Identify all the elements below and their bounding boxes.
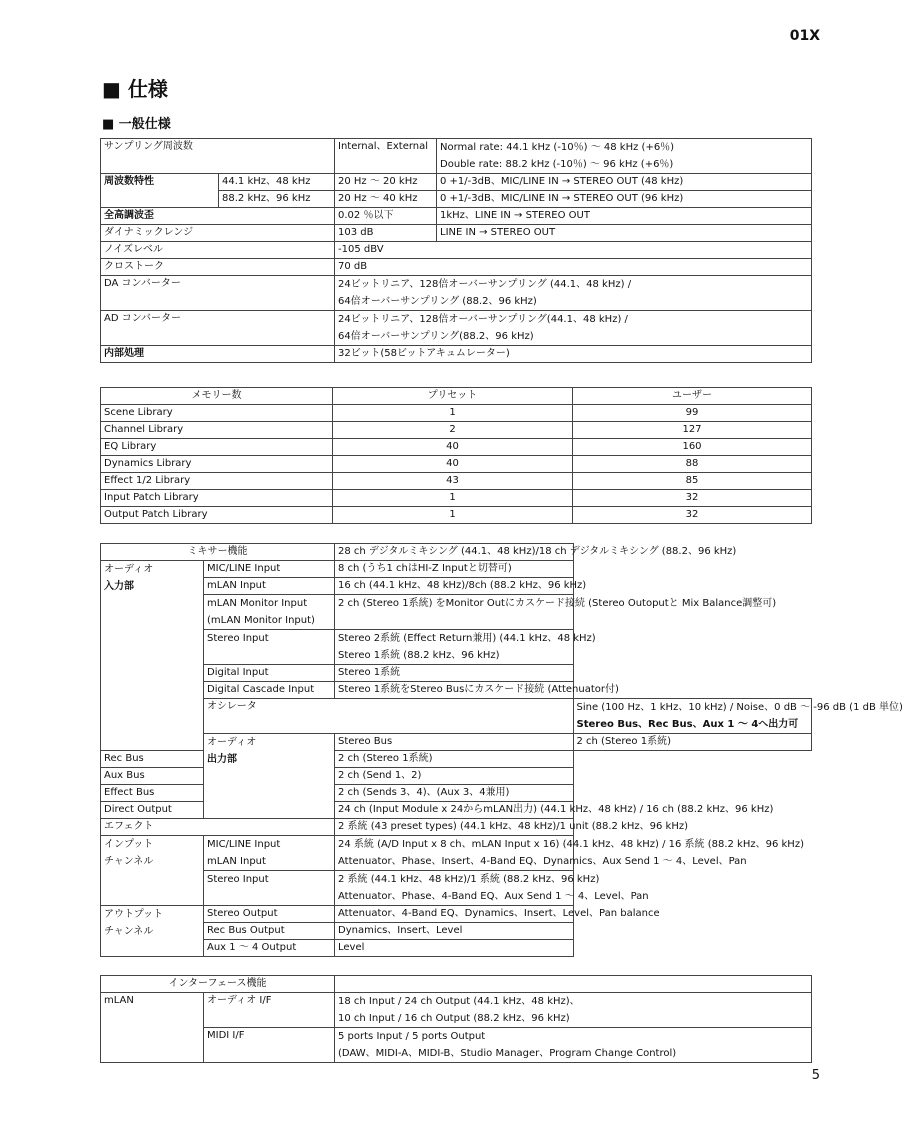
memory-user: 32	[573, 490, 812, 507]
spec-label: クロストーク	[101, 259, 335, 276]
item-name: mLAN Monitor Input (mLAN Monitor Input)	[204, 595, 335, 630]
page-number: 5	[811, 1068, 820, 1083]
spec-value: Internal、External	[335, 139, 437, 174]
table-row	[101, 225, 812, 242]
spec-value: 24ビットリニア、128倍オーバーサンプリング (44.1、48 kHz) / 64倍オーバーサンプリング (88.2、96 kHz)	[335, 276, 812, 311]
spec-value: 0 +1/-3dB、MIC/LINE IN → STEREO OUT (48 kHz)	[437, 174, 812, 191]
item-name: オシレータ	[204, 699, 574, 734]
table-row	[101, 906, 812, 923]
spec-value: -105 dBV	[335, 242, 812, 259]
table-row	[101, 259, 812, 276]
item-name: Rec Bus	[101, 751, 204, 768]
memory-name: Effect 1/2 Library	[101, 473, 333, 490]
spec-value: 32ビット(58ビットアキュムレーター)	[335, 346, 812, 363]
item-value: Sine (100 Hz、1 kHz、10 kHz) / Noise、0 dB ～ -96 dB (1 dB 単位) Stereo Bus、Rec Bus、Aux 1 ～ 4へ出力可	[573, 699, 812, 734]
category-cell: オーディオ 入力部	[101, 561, 204, 751]
spec-value: 88.2 kHz、96 kHz	[219, 191, 335, 208]
spec-label: 全高調波歪	[101, 208, 335, 225]
spec-value: 1kHz、LINE IN → STEREO OUT	[437, 208, 812, 225]
item-value: Stereo 1系統	[335, 665, 574, 682]
item-value: Attenuator、4-Band EQ、Dynamics、Insert、Level、Pan balance	[335, 906, 574, 923]
item-name: オーディオ I/F	[204, 993, 335, 1028]
memory-preset: 1	[333, 507, 573, 524]
item-value: 2 ch (Send 1、2)	[335, 768, 574, 785]
item-name: Stereo Output	[204, 906, 335, 923]
general-spec-table	[100, 138, 812, 363]
model-name: 01X	[789, 28, 820, 44]
spec-label: 周波数特性	[101, 174, 219, 208]
item-value: 2 ch (Stereo 1系統)	[335, 751, 574, 768]
item-name: MIDI I/F	[204, 1028, 335, 1063]
table-row	[101, 923, 812, 940]
table-row	[101, 578, 812, 595]
table-row	[101, 346, 812, 363]
item-value: 2 ch (Stereo 1系統)	[573, 734, 812, 751]
item-value: 24 ch (Input Module x 24からmLAN出力) (44.1 kHz、48 kHz) / 16 ch (88.2 kHz、96 kHz)	[335, 802, 574, 819]
item-name: Digital Input	[204, 665, 335, 682]
column-header: 28 ch デジタルミキシング (44.1、48 kHz)/18 ch デジタルミキシング (88.2、96 kHz)	[335, 544, 574, 561]
item-name: MIC/LINE Input mLAN Input	[204, 836, 335, 871]
memory-preset: 1	[333, 490, 573, 507]
spec-value: Normal rate: 44.1 kHz (-10％) ～ 48 kHz (+6％) Double rate: 88.2 kHz (-10％) ～ 96 kHz (+6％)	[437, 139, 812, 174]
category-cell: mLAN	[101, 993, 204, 1063]
item-name: エフェクト	[101, 819, 335, 836]
table-row	[101, 139, 812, 174]
column-header: インターフェース機能	[101, 976, 335, 993]
table-row	[101, 242, 812, 259]
mixer-table	[100, 543, 903, 957]
memory-name: Output Patch Library	[101, 507, 333, 524]
page-title: ■ 仕様	[102, 77, 168, 101]
item-value: 16 ch (44.1 kHz、48 kHz)/8ch (88.2 kHz、96 kHz)	[335, 578, 574, 595]
table-row	[101, 208, 812, 225]
item-value: 2 ch (Stereo 1系統) をMonitor Outにカスケード接続 (Stereo Outoputと Mix Balance調整可)	[335, 595, 574, 630]
column-header: メモリー数	[101, 388, 333, 405]
item-value: Level	[335, 940, 574, 957]
item-name: Aux Bus	[101, 768, 204, 785]
memory-preset: 1	[333, 405, 573, 422]
interface-table	[100, 975, 812, 1063]
table-row	[101, 734, 812, 751]
memory-user: 32	[573, 507, 812, 524]
spec-label: サンプリング周波数	[101, 139, 335, 174]
table-row	[101, 490, 812, 507]
column-header: ユーザー	[573, 388, 812, 405]
spec-value: 44.1 kHz、48 kHz	[219, 174, 335, 191]
spec-label: DA コンバーター	[101, 276, 335, 311]
table-header-row	[101, 976, 812, 993]
memory-preset: 40	[333, 456, 573, 473]
memory-name: Input Patch Library	[101, 490, 333, 507]
item-name: mLAN Input	[204, 578, 335, 595]
table-row	[101, 630, 812, 665]
memory-user: 127	[573, 422, 812, 439]
table-row	[101, 682, 812, 699]
item-value: 2 ch (Sends 3、4)、(Aux 3、4兼用)	[335, 785, 574, 802]
category-cell: インプット チャンネル	[101, 836, 204, 906]
table-row	[101, 561, 812, 578]
table-row	[101, 871, 812, 906]
memory-preset: 2	[333, 422, 573, 439]
table-row	[101, 665, 812, 682]
spec-value: LINE IN → STEREO OUT	[437, 225, 812, 242]
item-name: Direct Output	[101, 802, 204, 819]
table-row	[101, 174, 812, 191]
item-value: Stereo 2系統 (Effect Return兼用) (44.1 kHz、48 kHz) Stereo 1系統 (88.2 kHz、96 kHz)	[335, 630, 574, 665]
table-row	[101, 276, 812, 311]
item-value: 24 系統 (A/D Input x 8 ch、mLAN Input x 16) (44.1 kHz、48 kHz) / 16 系統 (88.2 kHz、96 kHz) Attenuator、Phase、Insert、4-Band EQ、Dynamics、Aux Send 1 ～ 4、Level、Pan	[335, 836, 574, 871]
spec-value: 24ビットリニア、128倍オーバーサンプリング(44.1、48 kHz) / 64倍オーバーサンプリング(88.2、96 kHz)	[335, 311, 812, 346]
spec-value: 20 Hz ～ 20 kHz	[335, 174, 437, 191]
spec-label: ダイナミックレンジ	[101, 225, 335, 242]
spec-value: 20 Hz ～ 40 kHz	[335, 191, 437, 208]
table-row	[101, 819, 812, 836]
table-row	[101, 456, 812, 473]
item-name: Rec Bus Output	[204, 923, 335, 940]
item-name: Effect Bus	[101, 785, 204, 802]
table-row	[101, 422, 812, 439]
memory-name: EQ Library	[101, 439, 333, 456]
spec-value: 103 dB	[335, 225, 437, 242]
table-row	[101, 473, 812, 490]
item-value: 8 ch (うち1 chはHI-Z Inputと切替可)	[335, 561, 574, 578]
table-row	[101, 439, 812, 456]
item-value: 18 ch Input / 24 ch Output (44.1 kHz、48 kHz)、 10 ch Input / 16 ch Output (88.2 kHz、96 kHz)	[335, 993, 812, 1028]
memory-name: Dynamics Library	[101, 456, 333, 473]
table-row	[101, 993, 812, 1028]
memory-preset: 40	[333, 439, 573, 456]
spec-label: ノイズレベル	[101, 242, 335, 259]
column-header: ミキサー機能	[101, 544, 335, 561]
memory-preset: 43	[333, 473, 573, 490]
table-header-row	[101, 544, 812, 561]
table-row	[101, 699, 812, 734]
table-header-row	[101, 388, 812, 405]
item-value: 5 ports Input / 5 ports Output (DAW、MIDI-A、MIDI-B、Studio Manager、Program Change Control)	[335, 1028, 812, 1063]
item-name: Stereo Bus	[335, 734, 574, 751]
spec-label: 内部処理	[101, 346, 335, 363]
spec-value: 0.02 ％以下	[335, 208, 437, 225]
item-name: Stereo Input	[204, 871, 335, 906]
table-row	[101, 311, 812, 346]
table-row	[101, 507, 812, 524]
item-value: 2 系統 (44.1 kHz、48 kHz)/1 系統 (88.2 kHz、96 kHz) Attenuator、Phase、4-Band EQ、Aux Send 1 ～ 4、Level、Pan	[335, 871, 574, 906]
category-cell: アウトプット チャンネル	[101, 906, 204, 957]
category-cell: オーディオ 出力部	[204, 734, 335, 819]
memory-table	[100, 387, 812, 524]
memory-user: 160	[573, 439, 812, 456]
column-header: プリセット	[333, 388, 573, 405]
table-row	[101, 1028, 812, 1063]
memory-user: 85	[573, 473, 812, 490]
memory-name: Scene Library	[101, 405, 333, 422]
table-row	[101, 595, 812, 630]
column-header	[335, 976, 812, 993]
item-name: Digital Cascade Input	[204, 682, 335, 699]
memory-user: 99	[573, 405, 812, 422]
item-name: MIC/LINE Input	[204, 561, 335, 578]
section-title: ■ 一般仕様	[102, 117, 171, 132]
table-row	[101, 836, 812, 871]
spec-value: 0 +1/-3dB、MIC/LINE IN → STEREO OUT (96 kHz)	[437, 191, 812, 208]
table-row	[101, 940, 812, 957]
spec-label: AD コンバーター	[101, 311, 335, 346]
item-value: 2 系統 (43 preset types) (44.1 kHz、48 kHz)/1 unit (88.2 kHz、96 kHz)	[335, 819, 574, 836]
spec-value: 70 dB	[335, 259, 812, 276]
item-name: Aux 1 ～ 4 Output	[204, 940, 335, 957]
memory-user: 88	[573, 456, 812, 473]
memory-name: Channel Library	[101, 422, 333, 439]
item-name: Stereo Input	[204, 630, 335, 665]
item-value: Dynamics、Insert、Level	[335, 923, 574, 940]
item-value: Stereo 1系統をStereo Busにカスケード接続 (Attenuator付)	[335, 682, 574, 699]
table-row	[101, 405, 812, 422]
